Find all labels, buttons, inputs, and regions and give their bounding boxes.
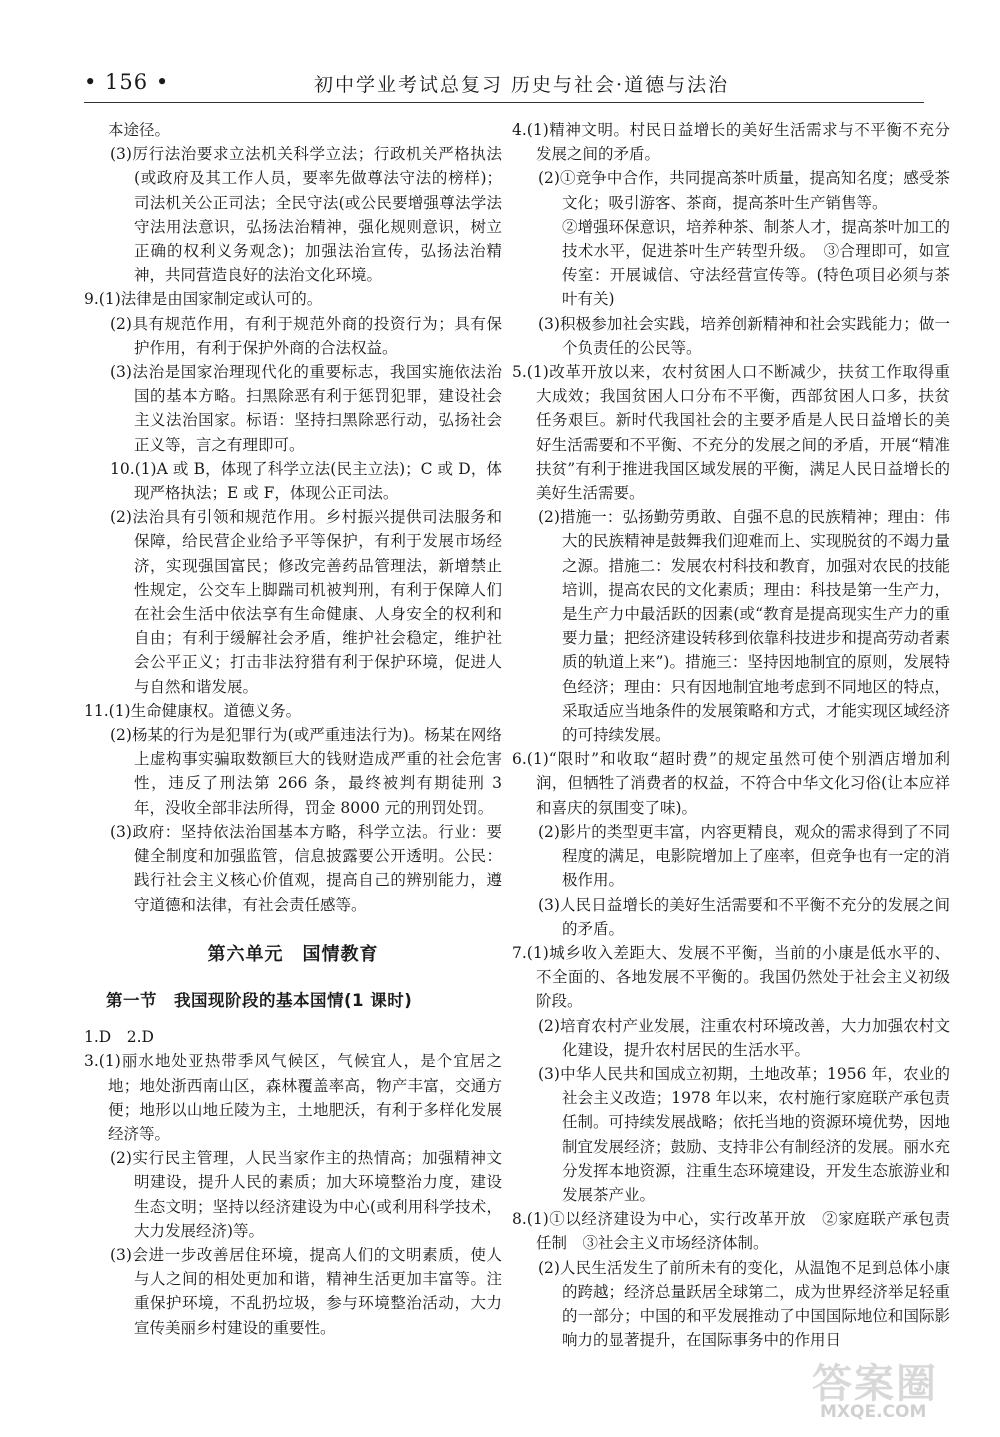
answer-text: (2)实行民主管理，人民当家作主的热情高；加强精神文明建设，提升人民的素质；加大环境整治力度，建设生态文明；坚持以经济建设为中心(或利用科学技术，大力发展经济)等。 — [110, 1149, 502, 1240]
answer-text: 8.(1)①以经济建设为中心，实行改革开放 ②家庭联产承包责任制 ③社会主义市场经济体制。 — [512, 1210, 950, 1253]
watermark-logo — [812, 1352, 982, 1432]
header-rule — [84, 102, 924, 103]
answer-text: (2)影片的类型更丰富，内容更精良，观众的需求得到了不同程度的满足，电影院增加上了座率，但竞争也有一定的消极作用。 — [538, 822, 950, 890]
answer-text: (2)人民生活发生了前所未有的变化，从温饱不足到总体小康的跨越；经济总量跃居全球第二，成为世界经济举足轻重的一部分；中国的和平发展推动了中国国际地位和国际影响力的显著提升，在国际事务中的作用日 — [538, 1258, 950, 1350]
answer-text: (3)人民日益增长的美好生活需要和不平衡不充分的发展之间的矛盾。 — [538, 895, 950, 938]
answer-text: (2)培育农村产业发展，注重农村环境改善，大力加强农村文化建设，提升农村居民的生活水平。 — [538, 1016, 950, 1059]
answer-text: 11.(1)生命健康权。道德义务。 — [84, 701, 302, 720]
answer-text: 3.(1)丽水地处亚热带季风气候区，气候宜人，是个宜居之地；地处浙西南山区，森林覆盖率高，物产丰富，交通方便；地形以山地丘陵为主，土地肥沃，有利于多样化发展经济等。 — [84, 1052, 502, 1143]
answer-text: 6.(1)“限时”和收取“超时费”的规定虽然可使个别酒店增加利润，但牺牲了消费者的权益，不符合中华文化习俗(让本应祥和喜庆的氛围变了味)。 — [512, 750, 950, 817]
answer-text: (3)政府：坚持依法治国基本方略，科学立法。行业：要健全制度和加强监管，信息披露要公开透明。公民：践行社会主义核心价值观，提高自己的辨别能力，遵守道德和法律，有社会责任感等。 — [110, 822, 502, 914]
answer-text: 1.D 2.D — [84, 1028, 154, 1047]
answer-text: 9.(1)法律是由国家制定或认可的。 — [84, 290, 323, 309]
answer-text: (3)中华人民共和国成立初期，土地改革；1956 年，农业的社会主义改造；1978 年以来，农村施行家庭联产承包责任制。可持续发展战略；依托当地的资源环境优势，因地制宜发展经济；鼓励、支持非公有制经济的发展。丽水充分发挥本地资源，注重生态环境建设，开发生态旅游业和发展茶产业。 — [538, 1064, 950, 1204]
left-column — [84, 118, 502, 1340]
answer-text: (2)①竞争中合作，共同提高茶叶质量，提高知名度；感受茶文化；吸引游客、茶商，提高茶叶生产销售等。 — [538, 169, 950, 212]
page-header — [84, 62, 924, 102]
page-number: • 156 • — [84, 70, 170, 94]
answer-text: (2)措施一：弘扬勤劳勇敢、自强不息的民族精神；理由：伟大的民族精神是鼓舞我们迎难而上、实现脱贫的不竭力量之源。措施二：发展农村科技和教育，加强对农民的技能培训，提高农民的文化素质；理由：科技是第一生产力，是生产力中最活跃的因素(或“教育是提高现实生产力的重要力量；把经济建设转移到依靠科技进步和提高劳动者素质的轨道上来”)。措施三：坚持因地制宜的原则，发展特色经济；理由：只有因地制宜地考虑到不同地区的特点，采取适应当地条件的发展策略和方式，才能实现区域经济的可持续发展。 — [538, 508, 950, 745]
answer-text: 本途径。 — [108, 121, 171, 139]
right-column — [512, 118, 950, 1352]
answer-text: (2)具有规范作用，有利于规范外商的投资行为；具有保护作用，有利于保护外商的合法权益。 — [110, 314, 502, 357]
answer-text: (3)法治是国家治理现代化的重要标志，我国实施依法治国的基本方略。扫黑除恶有利于惩罚犯罪，建设社会主义法治国家。标语：坚持扫黑除恶行动，弘扬社会正义等，言之有理即可。 — [110, 363, 502, 454]
watermark-url: MXQE.COM — [820, 1402, 927, 1422]
answer-text: 4.(1)精神文明。村民日益增长的美好生活需求与不平衡不充分发展之间的矛盾。 — [512, 121, 950, 164]
answer-text: (2)法治具有引领和规范作用。乡村振兴提供司法服务和保障，给民营企业给予平等保护，有利于发展市场经济，实现强国富民；修改完善药品管理法，新增禁止性规定，公交车上脚踹司机被判刑，有利于保障人们在社会生活中依法享有生命健康、人身安全的权利和自由；有利于缓解社会矛盾，维护社会稳定，维护社会公平正义；打击非法狩猎有利于保护环境，促进人与自然和谐发展。 — [110, 508, 502, 696]
unit-title: 第六单元 国情教育 — [207, 943, 379, 965]
answer-text: (3)积极参加社会实践，培养创新精神和社会实践能力；做一个负责任的公民等。 — [538, 314, 950, 357]
watermark-text: 答案圈 — [812, 1361, 938, 1407]
section-title: 第一节 我国现阶段的基本国情(1 课时) — [106, 990, 413, 1010]
book-title: 初中学业考试总复习 历史与社会·道德与法治 — [314, 74, 730, 96]
answer-text: 10.(1)A 或 B，体现了科学立法(民主立法)；C 或 D，体现严格执法；E 或 F，体现公正司法。 — [110, 459, 502, 503]
answer-text: (3)会进一步改善居住环境，提高人们的文明素质，使人与人之间的相处更加和谐，精神生活更加丰富等。注重保护环境，不乱扔垃圾，参与环境整治活动，大力宣传美丽乡村建设的重要性。 — [110, 1245, 502, 1337]
answer-text: (3)厉行法治要求立法机关科学立法；行政机关严格执法(或政府及其工作人员，要率先做尊法守法的榜样)；司法机关公正司法；全民守法(或公民要增强尊法学法守法用法意识，弘扬法治精神，强化规则意识，树立正确的权利义务观念)；加强法治宣传，弘扬法治精神，共同营造良好的法治文化环境。 — [110, 145, 502, 285]
answer-text: 5.(1)改革开放以来，农村贫困人口不断减少，扶贫工作取得重大成效；我国贫困人口分布不平衡，西部贫困人口多，扶贫任务艰巨。新时代我国社会的主要矛盾是人民日益增长的美好生活需要和不平衡、不充分的发展之间的矛盾，开展“精准扶贫”有利于推进我国区域发展的平衡，满足人民日益增长的美好生活需要。 — [512, 363, 950, 503]
answer-text: (2)杨某的行为是犯罪行为(或严重违法行为)。杨某在网络上虚构事实骗取数额巨大的钱财造成严重的社会危害性，违反了刑法第 266 条，最终被判有期徒刑 3 年，没收全部非法所得，罚金 8000 元的刑罚处罚。 — [110, 726, 502, 817]
answer-text: 7.(1)城乡收入差距大、发展不平衡，当前的小康是低水平的、不全面的、各地发展不平衡的。我国仍然处于社会主义初级阶段。 — [512, 943, 950, 1011]
answer-text: ②增强环保意识，培养种茶、制茶人才，提高茶叶加工的技术水平，促进茶叶生产转型升级。 ③合理即可，如宣传室：开展诚信、守法经营宣传等。(特色项目必须与茶叶有关) — [562, 217, 950, 309]
